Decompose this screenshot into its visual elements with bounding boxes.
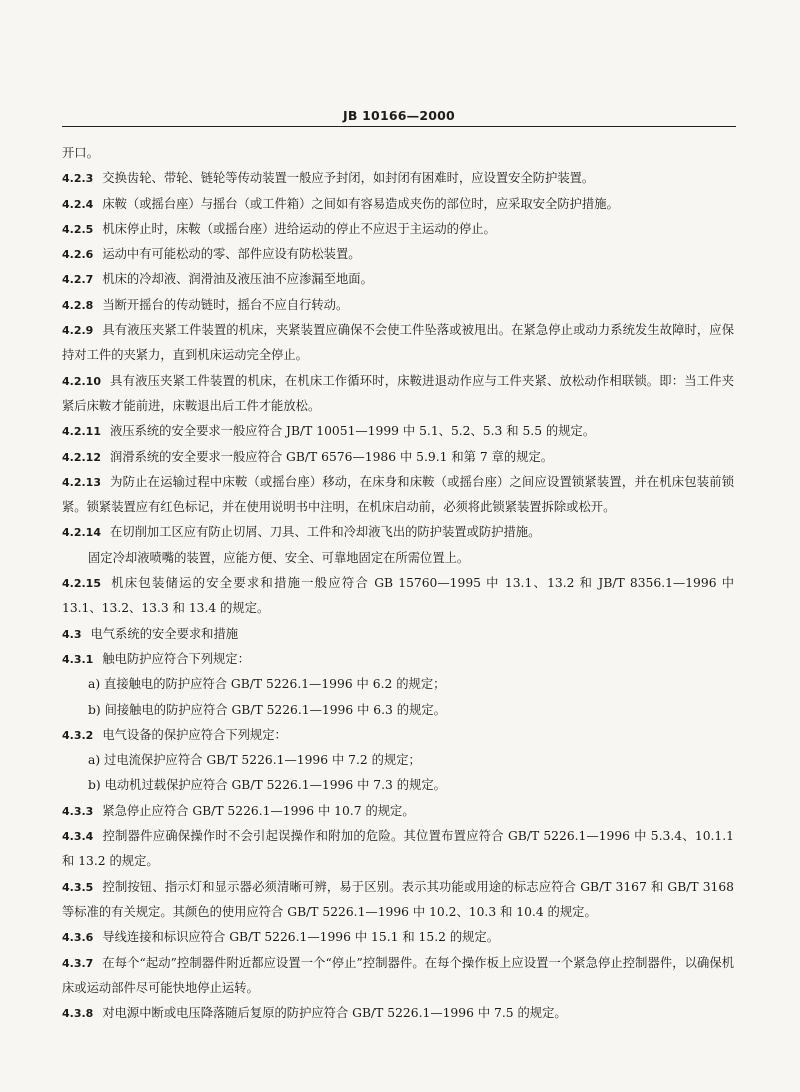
clause-text: 机床停止时，床鞍（或摇台座）进给运动的停止不应迟于主运动的停止。 [102,221,496,236]
clause-text: 电气设备的保护应符合下列规定： [102,727,287,742]
clause-number: 4.2.8 [62,298,94,312]
clause-text: 紧急停止应符合 GB/T 5226.1—1996 中 10.7 的规定。 [102,803,415,818]
paragraph [62,1001,734,1026]
paragraph [62,546,734,571]
paragraph [62,925,734,950]
paragraph [62,166,734,191]
document-body [62,141,734,1026]
list-item [62,748,734,773]
paragraph [62,293,734,318]
clause-text: a) 直接触电的防护应符合 GB/T 5226.1—1996 中 6.2 的规定； [88,677,446,692]
clause-text: 交换齿轮、带轮、链轮等传动装置一般应予封闭，如封闭有困难时，应设置安全防护装置。 [102,171,595,186]
clause-number: 4.2.15 [62,577,101,591]
clause-number: 4.3 [62,627,82,641]
clause-number: 4.2.14 [62,526,101,540]
paragraph [62,267,734,292]
paragraph [62,242,734,267]
clause-number: 4.3.2 [62,728,94,742]
clause-text: 液压系统的安全要求一般应符合 JB/T 10051—1999 中 5.1、5.2、5.3 和 5.5 的规定。 [109,424,596,439]
clause-number: 4.3.7 [62,956,94,970]
clause-number: 4.3.5 [62,880,94,894]
clause-number: 4.3.8 [62,1007,94,1021]
paragraph [62,217,734,242]
clause-text: 润滑系统的安全要求一般应符合 GB/T 6576—1986 中 5.9.1 和第 7 章的规定。 [109,449,554,464]
clause-number: 4.3.1 [62,652,94,666]
paragraph [62,622,734,647]
clause-text: b) 间接触电的防护应符合 GB/T 5226.1—1996 中 6.3 的规定。 [88,702,446,717]
paragraph [62,723,734,748]
paragraph [62,951,734,1002]
paragraph [62,141,734,166]
clause-text: 床鞍（或摇台座）与摇台（或工件箱）之间如有容易造成夹伤的部位时，应采取安全防护措施。 [102,196,619,211]
paragraph [62,445,734,470]
clause-number: 4.2.10 [62,374,101,388]
clause-text: 固定冷却液喷嘴的装置，应能方便、安全、可靠地固定在所需位置上。 [88,550,470,565]
clause-number: 4.3.3 [62,804,94,818]
paragraph [62,875,734,926]
paragraph [62,369,734,420]
clause-number: 4.3.4 [62,830,94,844]
paragraph [62,824,734,875]
clause-text: 对电源中断或电压降落随后复原的防护应符合 GB/T 5226.1—1996 中 7.5 的规定。 [102,1006,567,1021]
clause-text: 在切削加工区应有防止切屑、刀具、工件和冷却液飞出的防护装置或防护措施。 [109,525,541,540]
clause-text: 具有液压夹紧工件装置的机床，在机床工作循环时，床鞍进退动作应与工件夹紧、放松动作相联锁。即：当工件夹紧后床鞍才能前进，床鞍退出后工件才能放松。 [62,373,734,413]
clause-text: 机床包装储运的安全要求和措施一般应符合 GB 15760—1995 中 13.1、13.2 和 JB/T 8356.1—1996 中 13.1、13.2、13.3 和 13.4 的规定。 [62,576,734,616]
paragraph [62,318,734,369]
list-item [62,773,734,798]
clause-text: 为防止在运输过程中床鞍（或摇台座）移动，在床身和床鞍（或摇台座）之间应设置锁紧装置，并在机床包装前锁紧。锁紧装置应有红色标记，并在使用说明书中注明，在机床启动前，必须将此锁紧装置拆除或松开。 [62,474,734,515]
clause-text: 触电防护应符合下列规定： [102,651,250,666]
paragraph [62,419,734,444]
clause-text: 运动中有可能松动的零、部件应设有防松装置。 [102,247,361,262]
clause-number: 4.2.12 [62,450,101,464]
clause-text: 在每个“起动”控制器件附近都应设置一个“停止”控制器件。在每个操作板上应设置一个紧急停止控制器件，以确保机床或运动部件尽可能快地停止运转。 [62,955,734,995]
paragraph [62,799,734,824]
header-rule [62,126,736,127]
clause-text: 电气系统的安全要求和措施 [90,626,239,641]
page-header-code: JB 10166—2000 [343,108,455,123]
clause-text: 当断开摇台的传动链时，摇台不应自行转动。 [102,297,349,312]
paragraph [62,571,734,622]
paragraph [62,192,734,217]
clause-text: a) 过电流保护应符合 GB/T 5226.1—1996 中 7.2 的规定； [88,753,421,768]
list-item [62,672,734,697]
clause-text: 控制器件应确保操作时不会引起误操作和附加的危险。其位置布置应符合 GB/T 5226.1—1996 中 5.3.4、10.1.1 和 13.2 的规定。 [62,829,734,869]
paragraph [62,470,734,521]
clause-number: 4.2.9 [62,324,94,338]
clause-text: b) 电动机过载保护应符合 GB/T 5226.1—1996 中 7.3 的规定。 [88,778,446,793]
clause-number: 4.2.7 [62,273,94,287]
clause-number: 4.2.3 [62,172,94,186]
clause-number: 4.2.6 [62,248,94,262]
list-item [62,698,734,723]
clause-number: 4.3.6 [62,931,94,945]
clause-text: 开口。 [62,146,99,160]
clause-text: 控制按钮、指示灯和显示器必须清晰可辨，易于区别。表示其功能或用途的标志应符合 GB/T 3167 和 GB/T 3168 等标准的有关规定。其颜色的使用应符合 GB/T 5226.1—1996 中 10.2、10.3 和 10.4 的规定。 [62,879,734,919]
clause-text: 机床的冷却液、润滑油及液压油不应渗漏至地面。 [102,272,373,287]
paragraph [62,520,734,545]
clause-number: 4.2.4 [62,197,94,211]
clause-number: 4.2.5 [62,222,94,236]
clause-number: 4.2.11 [62,425,101,439]
clause-number: 4.2.13 [62,475,101,489]
clause-text: 具有液压夹紧工件装置的机床，夹紧装置应确保不会使工件坠落或被甩出。在紧急停止或动力系统发生故障时，应保持对工件的夹紧力，直到机床运动完全停止。 [62,323,734,363]
clause-text: 导线连接和标识应符合 GB/T 5226.1—1996 中 15.1 和 15.2 的规定。 [102,930,500,945]
paragraph [62,647,734,672]
